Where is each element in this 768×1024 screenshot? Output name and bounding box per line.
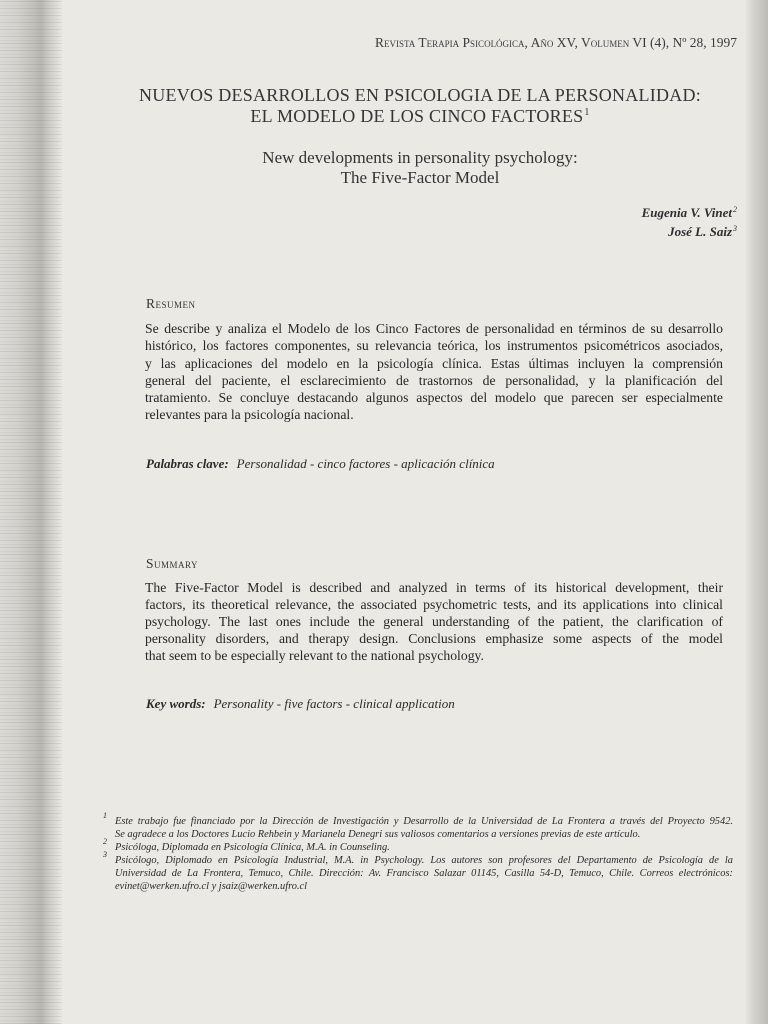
resumen-abstract xyxy=(145,320,723,424)
summary-line-5: that seem to be especially relevant to the national psychology. xyxy=(145,647,484,663)
subtitle-line-2: The Five-Factor Model xyxy=(340,168,500,187)
resumen-line-2: histórico, los factores componentes, su relevancia teórica, los instrumentos psicométricos asociados, xyxy=(145,338,723,354)
palabras-clave xyxy=(146,455,495,472)
title-line-1: NUEVOS DESARROLLOS EN PSICOLOGIA DE LA PERSONALIDAD: xyxy=(138,85,702,105)
footnote-1 xyxy=(103,811,733,841)
summary-line-3: psychology. The last ones include the general understanding of the patient, the clarification of xyxy=(145,613,723,629)
summary-abstract xyxy=(145,579,723,664)
footnote-3 xyxy=(103,850,733,893)
resumen-line-1: Se describe y analiza el Modelo de los Cinco Factores de personalidad en términos de su desarrollo xyxy=(145,321,723,336)
key-words-label: Key words: xyxy=(146,696,206,711)
footnote-2-line-1: Psicóloga, Diplomada en Psicología Clínica, M.A. in Counseling. xyxy=(115,842,390,853)
journal-running-header: Revista Terapia Psicológica, Año XV, Volumen VI (4), Nº 28, 1997 xyxy=(375,35,737,50)
author-1-name: Eugenia V. Vinet xyxy=(641,205,732,220)
footnote-2-mark: 2 xyxy=(103,837,107,846)
author-2-name: José L. Saiz xyxy=(668,224,732,239)
resumen-line-4: general del paciente, el esclarecimiento de trastornos de personalidad, y la planificación del xyxy=(145,372,723,388)
scan-left-edge xyxy=(0,0,62,1024)
author-list xyxy=(642,203,737,241)
article-subtitle xyxy=(72,148,768,188)
footnote-2 xyxy=(103,837,733,854)
palabras-clave-text: Personalidad - cinco factores - aplicación clínica xyxy=(236,456,495,471)
author-1 xyxy=(642,203,737,222)
summary-line-4: personality disorders, and therapy design. Conclusions emphasize some aspects of the model xyxy=(145,630,723,646)
resumen-line-3: y las aplicaciones del modelo en la psicología clínica. Estas últimas incluyen la comprensión xyxy=(145,355,723,371)
footnote-1-mark: 1 xyxy=(103,811,107,820)
summary-line-2: factors, its theoretical relevance, the associated psychometric tests, and its applications into clinical xyxy=(145,596,723,612)
title-line-2-text: EL MODELO DE LOS CINCO FACTORES xyxy=(250,106,584,126)
author-2 xyxy=(642,222,737,241)
article-title xyxy=(72,85,768,127)
title-line-2 xyxy=(72,106,768,127)
resumen-heading: Resumen xyxy=(146,296,196,311)
resumen-line-5: tratamiento. Se concluye destacando algunos aspectos del modelo que parecen ser especialmente xyxy=(145,390,723,406)
footnote-1-line-2: Se agradece a los Doctores Lucio Rehbein y Marianela Denegri sus valiosos comentarios a versiones previas de este artículo. xyxy=(115,829,641,840)
footnote-3-line-3: evinet@werken.ufro.cl y jsaiz@werken.ufro.cl xyxy=(115,881,308,892)
key-words-text: Personality - five factors - clinical application xyxy=(213,696,455,711)
key-words xyxy=(146,695,455,712)
footnote-1-line-1: Este trabajo fue financiado por la Dirección de Investigación y Desarrollo de la Universidad de La Frontera a través del Proyecto 9542. xyxy=(115,816,733,827)
footnote-3-mark: 3 xyxy=(103,850,107,859)
footnotes xyxy=(103,811,733,893)
summary-line-1: The Five-Factor Model is described and analyzed in terms of its historical development, their xyxy=(145,579,723,595)
footnote-3-line-1: Psicólogo, Diplomado en Psicología Industrial, M.A. in Psychology. Los autores son profesores del Departamento de Psicología de la xyxy=(115,855,733,866)
resumen-line-6: relevantes para la psicología nacional. xyxy=(145,407,354,423)
subtitle-line-1: New developments in personality psychology: xyxy=(262,148,578,167)
palabras-clave-label: Palabras clave: xyxy=(146,456,229,471)
title-footnote-mark: 1 xyxy=(584,107,590,118)
author-1-mark: 2 xyxy=(733,204,737,214)
author-2-mark: 3 xyxy=(733,223,737,233)
summary-heading: Summary xyxy=(146,556,199,571)
footnote-3-line-2: Universidad de La Frontera, Temuco, Chile. Dirección: Av. Francisco Salazar 01145, Casilla 54-D, Temuco, Chile. Correos electrónicos: xyxy=(115,868,733,879)
